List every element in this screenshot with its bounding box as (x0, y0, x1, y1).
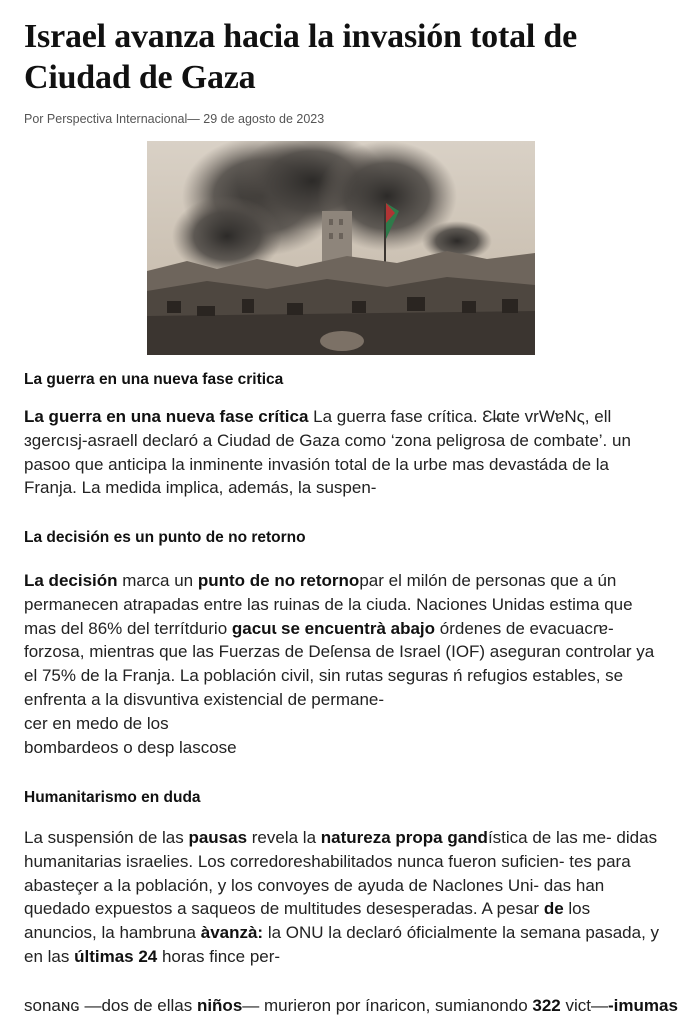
section-body-2 (24, 569, 660, 759)
section-text: los anuncios, la hambruna (24, 899, 591, 943)
section-heading-1: La guerra en una nueva fase critica (24, 371, 284, 388)
emphasis: natureza propa gand (320, 828, 488, 847)
section-text: ística de las me- didas humanitarias israelies. Los corredoreshabilitados nunca fueron suficien- tes para abasteçer a la población, y los convoyes de ayuda de Naclones Uni- das han quedado expuestos a saqueos de multitudes desesperadas. A pesar (24, 828, 658, 919)
section-text: marca un (117, 571, 198, 590)
emphasis: -imumas (607, 996, 678, 1015)
emphasis: 322 (532, 996, 561, 1015)
footer-line (24, 994, 678, 1018)
section-text: vict— (560, 996, 608, 1015)
section-body-3 (24, 826, 660, 969)
section-lead: La decisión (24, 571, 118, 590)
section-lead: La guerra en una nueva fase crítica (24, 407, 309, 426)
section-text: La suspensión de las (24, 828, 189, 847)
section-text: horas fince per- (157, 946, 281, 966)
section-heading-3: Humanitarismo en duda (24, 789, 201, 806)
emphasis: últimas 24 (74, 946, 158, 966)
section-text: La guerra fase crítica. Ɛl̶ɑte vrWɐNς, ell ɜgercısj-asraell declaró a Ciudad de Gaza como ‘zona peligrosa de combate’. un pasoo que anticipa la inminente invasión total de la urbe mas devastáda de la Franja. La medida implica, además, la suspen- (24, 407, 631, 498)
emphasis: àvanzà: (200, 923, 264, 943)
emphasis: gacuɩ se encuentrà abajo (231, 618, 436, 638)
section-text: cer en medo de los (24, 713, 169, 733)
emphasis: punto de no retorno (197, 571, 360, 590)
emphasis: pausas (188, 828, 248, 847)
headline: Israel avanza hacia la invasión total de Ciudad de Gaza (24, 18, 578, 96)
section-heading-2: La decisión es un punto de no retorno (24, 529, 306, 546)
byline: Por Perspectiva Internacional— 29 de agosto de 2023 (24, 112, 325, 126)
section-text: bombardeos o desp lascose (24, 737, 237, 757)
section-text: — murieron por ínaɾicon, sumianondo (242, 996, 533, 1015)
section-text: la ONU la declaró óficialmente la semana pasada, y en las (24, 923, 660, 966)
emphasis: niños (196, 996, 243, 1015)
section-text: par el milón de personas que a ún permanecen atrapadas entre las ruinas de la ciuda. Naciones Unidas estima que mas del 86% del terrítdurio (24, 571, 633, 638)
war-smoke-city-photo (147, 141, 535, 355)
section-body-1 (24, 405, 660, 500)
section-text: revela la (247, 828, 321, 847)
section-text: órdenes de evacuacɾɐ- forzosa, mientras que las Fuerzas de Deſensa de Israel (IOF) aseguran controlar ya el 75% de la Franja. La población civil, sin rutas seguras ń refugios estables, se enfrenta a la disvuntiva existencial de permane- (24, 618, 655, 709)
emphasis: de (543, 899, 564, 919)
section-text: sonaɴɢ —dos de ellas (24, 996, 197, 1015)
